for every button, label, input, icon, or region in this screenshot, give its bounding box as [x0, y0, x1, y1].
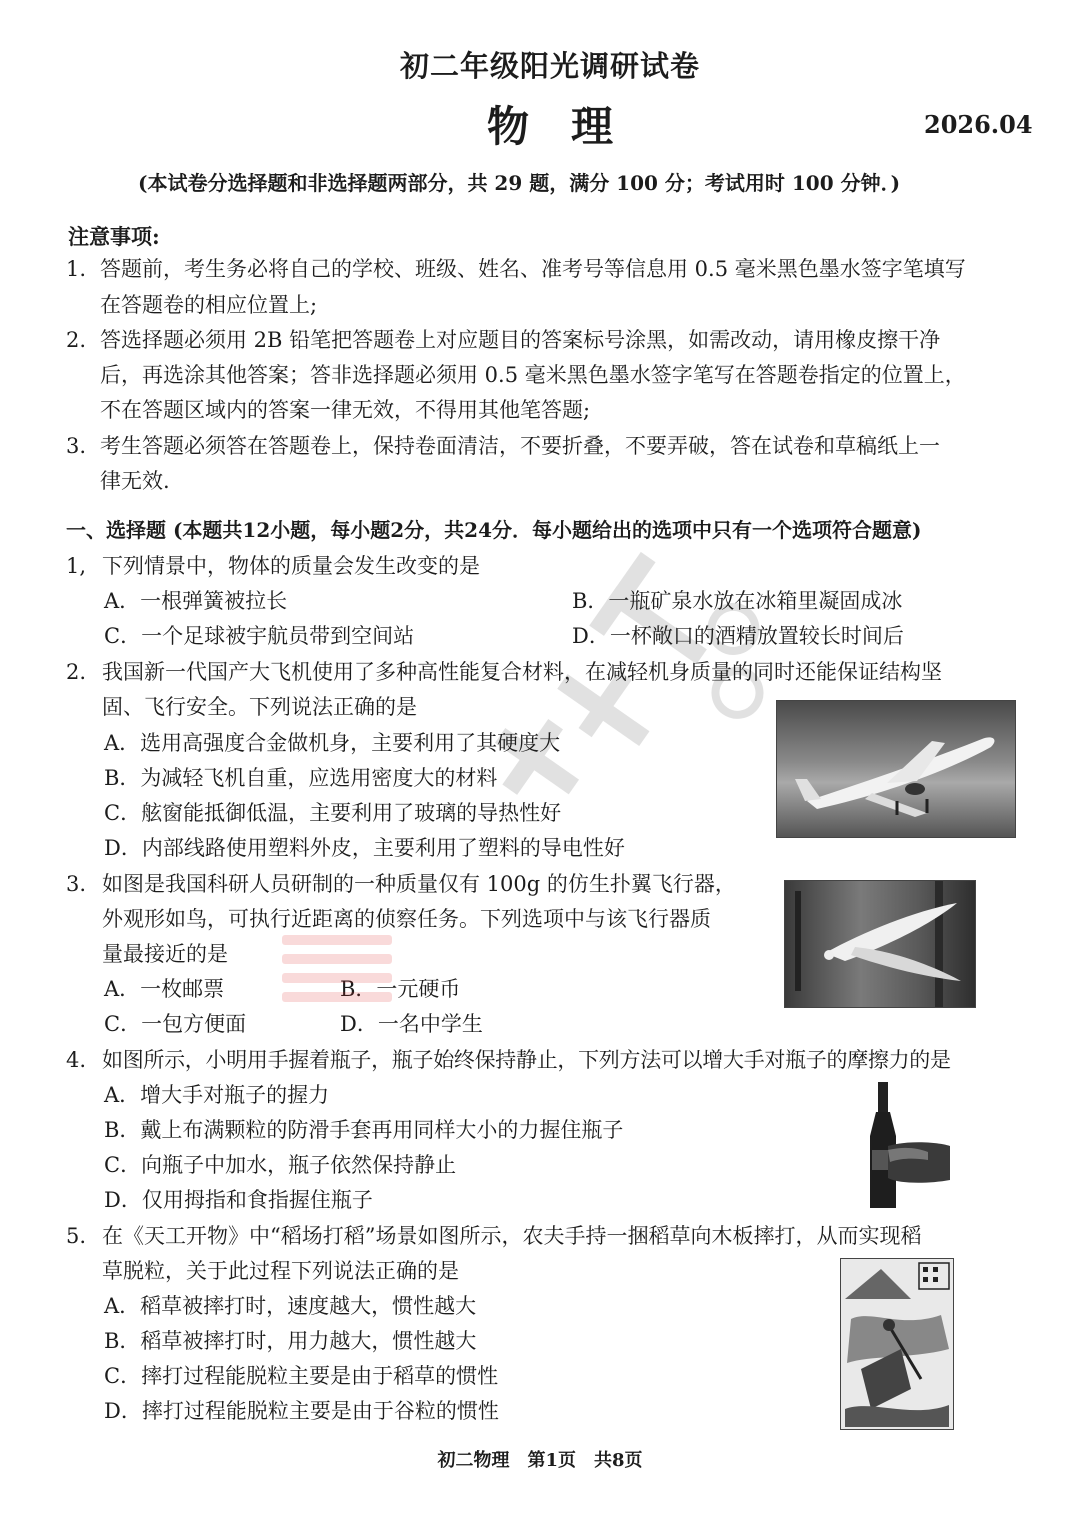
q5-num: 5. — [66, 1224, 87, 1248]
notice-item-2-line-2: 后，再选涂其他答案；答非选择题必须用 0.5 毫米黑色墨水签字笔写在答题卷指定的位置上， — [100, 363, 966, 387]
q3-option-b: B．一元硬币 — [340, 977, 461, 1001]
notice-item-1-line-1: 答题前，考生务必将自己的学校、班级、姓名、准考号等信息用 0.5 毫米黑色墨水签字笔填写 — [100, 257, 966, 281]
q4-option-b: B．戴上布满颗粒的防滑手套再用同样大小的力握住瓶子 — [104, 1118, 624, 1142]
q3-option-a: A．一枚邮票 — [104, 977, 225, 1001]
q5-stem-line-1: 在《天工开物》中“稻场打稻”场景如图所示，农夫手持一捆稻草向木板摔打，从而实现稻 — [102, 1224, 922, 1248]
notice-item-1-num: 1. — [66, 257, 87, 281]
q2-option-a: A．选用高强度合金做机身，主要利用了其硬度大 — [104, 731, 561, 755]
q3-option-c: C．一包方便面 — [104, 1012, 247, 1036]
notice-item-1-line-2: 在答题卷的相应位置上; — [100, 293, 318, 317]
threshing-scene-icon — [841, 1259, 953, 1429]
q5-stem-line-2: 草脱粒，关于此过程下列说法正确的是 — [102, 1259, 459, 1283]
notice-item-3-line-1: 考生答题必须答在答题卷上，保持卷面清洁，不要折叠，不要弄破，答在试卷和草稿纸上一 — [100, 434, 940, 458]
q4-num: 4. — [66, 1048, 87, 1072]
q3-stem-line-2: 外观形如鸟，可执行近距离的侦察任务。下列选项中与该飞行器质 — [102, 907, 711, 931]
bionic-bird-image — [784, 880, 976, 1008]
airplane-image — [776, 700, 1016, 838]
bionic-bird-icon — [785, 881, 975, 1007]
bottle-in-hand-image — [858, 1080, 952, 1214]
q2-option-b: B．为减轻飞机自重，应选用密度大的材料 — [104, 766, 498, 790]
q1-num: 1, — [66, 554, 87, 578]
notice-item-2-line-3: 不在答题区域内的答案一律无效，不得用其他笔答题; — [100, 398, 591, 422]
q1-option-b: B．一瓶矿泉水放在冰箱里凝固成冰 — [572, 589, 903, 613]
notice-item-2-line-1: 答选择题必须用 2B 铅笔把答题卷上对应题目的答案标号涂黑，如需改动，请用橡皮擦干净 — [100, 328, 941, 352]
q4-option-c: C．向瓶子中加水，瓶子依然保持静止 — [104, 1153, 457, 1177]
notice-heading: 注意事项: — [68, 224, 160, 249]
q3-stem-line-1: 如图是我国科研人员研制的一种质量仅有 100g 的仿生扑翼飞行器， — [102, 872, 736, 896]
notice-item-2-num: 2. — [66, 328, 87, 352]
q4-option-a: A．增大手对瓶子的握力 — [104, 1083, 330, 1107]
page-footer: 初二物理 第1页 共8页 — [437, 1450, 643, 1471]
q2-num: 2. — [66, 660, 87, 684]
q2-stem-line-1: 我国新一代国产大飞机使用了多种高性能复合材料，在减轻机身质量的同时还能保证结构坚 — [102, 660, 942, 684]
q5-option-d: D．摔打过程能脱粒主要是由于谷粒的惯性 — [104, 1399, 499, 1423]
q5-option-b: B．稻草被摔打时，用力越大，惯性越大 — [104, 1329, 477, 1353]
q1-option-c: C．一个足球被宇航员带到空间站 — [104, 624, 415, 648]
q2-option-c: C．舷窗能抵御低温，主要利用了玻璃的导热性好 — [104, 801, 562, 825]
q5-option-a: A．稻草被摔打时，速度越大，惯性越大 — [104, 1294, 477, 1318]
q4-stem: 如图所示，小明用手握着瓶子，瓶子始终保持静止，下列方法可以增大手对瓶子的摩擦力的是 — [102, 1048, 951, 1072]
notice-item-3-line-2: 律无效. — [100, 469, 170, 493]
q2-stem-line-2: 固、飞行安全。下列说法正确的是 — [102, 695, 417, 719]
watermark-stamp — [282, 935, 392, 1025]
q3-stem-line-3: 量最接近的是 — [102, 942, 228, 966]
exam-scope: (本试卷分选择题和非选择题两部分，共 29 题，满分 100 分；考试用时 100 分钟．) — [138, 171, 901, 195]
exam-date: 2026.04 — [924, 110, 1033, 139]
bottle-icon — [858, 1080, 952, 1214]
airplane-icon — [777, 701, 1015, 837]
section-1-heading: 一、选择题 (本题共12小题，每小题2分，共24分．每小题给出的选项中只有一个选项符合题意) — [66, 518, 922, 542]
threshing-woodcut-image — [840, 1258, 954, 1430]
q1-option-a: A．一根弹簧被拉长 — [104, 589, 288, 613]
q4-option-d: D．仅用拇指和食指握住瓶子 — [104, 1188, 373, 1212]
q2-option-d: D．内部线路使用塑料外皮，主要利用了塑料的导电性好 — [104, 836, 625, 860]
exam-title: 初二年级阳光调研试卷 — [399, 49, 700, 83]
q3-num: 3. — [66, 872, 87, 896]
subject-title: 物 理 — [486, 102, 613, 151]
q5-option-c: C．摔打过程能脱粒主要是由于稻草的惯性 — [104, 1364, 499, 1388]
q1-option-d: D．一杯敞口的酒精放置较长时间后 — [572, 624, 904, 648]
notice-item-3-num: 3. — [66, 434, 87, 458]
q3-option-d: D．一名中学生 — [340, 1012, 483, 1036]
q1-stem: 下列情景中，物体的质量会发生改变的是 — [102, 554, 480, 578]
